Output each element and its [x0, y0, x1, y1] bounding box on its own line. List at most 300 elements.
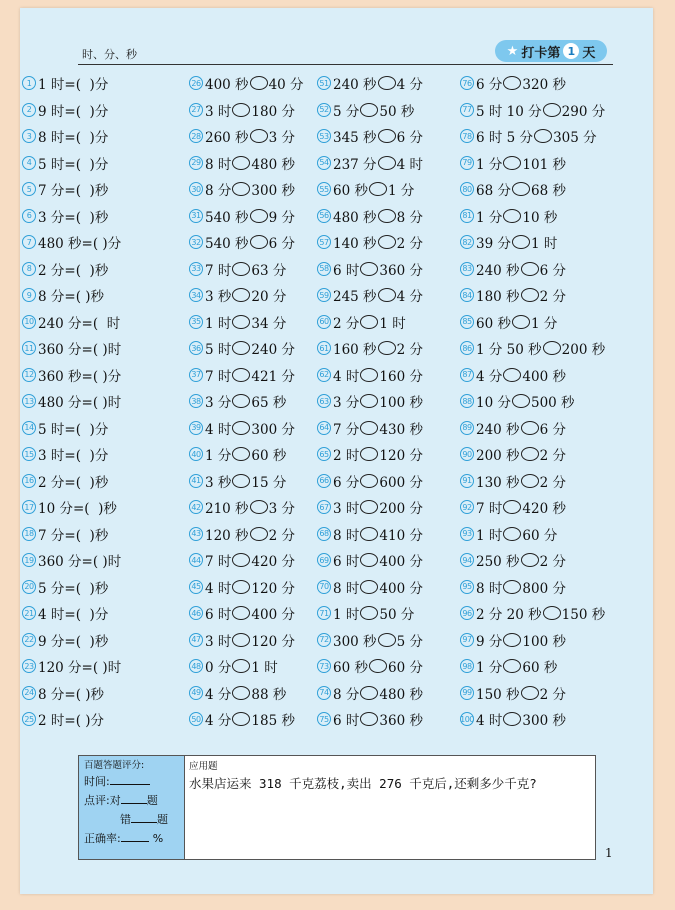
question-number-badge: 98	[460, 659, 474, 673]
question-number-badge: 63	[317, 394, 331, 408]
question-number-badge: 27	[189, 103, 203, 117]
expression-right: 6 分	[396, 130, 423, 147]
exercise-item	[460, 521, 605, 548]
expression-right: 410 分	[379, 527, 423, 544]
compare-answer-circle[interactable]	[360, 421, 378, 435]
expression-left: 7 时	[476, 501, 503, 518]
expression-left: 1 分	[476, 660, 503, 677]
time-blank[interactable]	[110, 772, 150, 785]
answer-blank-unit[interactable]: )秒	[80, 183, 109, 200]
question-number-badge: 70	[317, 580, 331, 594]
expression-left: 240 秒	[476, 262, 520, 279]
question-number-badge: 25	[22, 712, 36, 726]
expression-right: 4 分	[396, 77, 423, 94]
expression-left: 0 分	[205, 660, 232, 677]
compare-answer-circle[interactable]	[543, 103, 561, 117]
compare-answer-circle[interactable]	[360, 368, 378, 382]
compare-answer-circle[interactable]	[250, 209, 268, 223]
expression-left: 4 分	[205, 686, 232, 703]
expression-left: 480 秒=(	[38, 236, 99, 253]
expression-left: 4 时=(	[38, 607, 81, 624]
compare-answer-circle[interactable]	[232, 103, 250, 117]
compare-answer-circle[interactable]	[378, 341, 396, 355]
compare-answer-circle[interactable]	[360, 527, 378, 541]
compare-answer-circle[interactable]	[360, 553, 378, 567]
exercise-item	[317, 203, 423, 230]
expression-right: 6 分	[539, 262, 566, 279]
expression-left: 6 时	[205, 607, 232, 624]
question-number-badge: 83	[460, 262, 474, 276]
question-number-badge: 9	[22, 288, 36, 302]
application-panel	[189, 758, 589, 792]
question-number-badge: 59	[317, 288, 331, 302]
question-number-badge: 48	[189, 659, 203, 673]
compare-answer-circle[interactable]	[250, 500, 268, 514]
exercise-item	[317, 653, 423, 680]
compare-answer-circle[interactable]	[232, 421, 250, 435]
exercise-item	[189, 627, 304, 654]
expression-left: 2 时=(	[38, 713, 81, 730]
expression-left: 39 分	[476, 236, 511, 253]
correct-blank[interactable]	[121, 791, 147, 804]
expression-right: 2 分	[539, 289, 566, 306]
compare-answer-circle[interactable]	[232, 686, 250, 700]
answer-blank-unit[interactable]: )秒	[80, 527, 109, 544]
exercise-item	[22, 203, 121, 230]
question-number-badge: 85	[460, 315, 474, 329]
compare-answer-circle[interactable]	[503, 156, 521, 170]
question-number-badge: 14	[22, 421, 36, 435]
exercise-item	[460, 229, 605, 256]
question-number-badge: 21	[22, 606, 36, 620]
exercise-item	[460, 256, 605, 283]
expression-left: 5 分=(	[38, 580, 81, 597]
expression-left: 150 秒	[476, 686, 520, 703]
compare-answer-circle[interactable]	[521, 421, 539, 435]
question-number-badge: 97	[460, 633, 474, 647]
exercise-item	[189, 706, 304, 733]
expression-left: 4 分	[476, 368, 503, 385]
exercise-item	[189, 97, 304, 124]
expression-right: 300 秒	[251, 183, 295, 200]
question-number-badge: 4	[22, 156, 36, 170]
compare-answer-circle[interactable]	[503, 368, 521, 382]
compare-answer-circle[interactable]	[378, 76, 396, 90]
compare-answer-circle[interactable]	[378, 235, 396, 249]
question-number-badge: 71	[317, 606, 331, 620]
answer-blank-unit[interactable]: )分	[80, 421, 109, 438]
question-number-badge: 34	[189, 288, 203, 302]
exercise-item	[22, 362, 121, 389]
expression-left: 1 分 50 秒	[476, 342, 542, 359]
compare-answer-circle[interactable]	[360, 500, 378, 514]
question-number-badge: 88	[460, 394, 474, 408]
exercise-item	[317, 150, 423, 177]
question-number-badge: 7	[22, 235, 36, 249]
question-number-badge: 78	[460, 129, 474, 143]
time-label: 时间:	[84, 775, 110, 788]
accuracy-label: 正确率:	[84, 832, 121, 845]
badge-suffix: 天	[582, 45, 596, 61]
expression-right: 421 分	[251, 368, 295, 385]
expression-right: 300 分	[251, 421, 295, 438]
answer-blank-unit[interactable]: )分	[80, 713, 105, 730]
compare-answer-circle[interactable]	[360, 394, 378, 408]
compare-answer-circle[interactable]	[232, 580, 250, 594]
question-number-badge: 87	[460, 368, 474, 382]
exercise-item	[22, 600, 121, 627]
compare-answer-circle[interactable]	[360, 315, 378, 329]
compare-answer-circle[interactable]	[369, 659, 387, 673]
compare-answer-circle[interactable]	[360, 712, 378, 726]
compare-answer-circle[interactable]	[378, 633, 396, 647]
answer-blank-unit[interactable]: )秒	[80, 686, 105, 703]
compare-answer-circle[interactable]	[503, 500, 521, 514]
exercise-item	[460, 627, 605, 654]
expression-right: 420 分	[251, 554, 295, 571]
exercise-item	[317, 415, 423, 442]
expression-right: 6 分	[539, 421, 566, 438]
compare-answer-circle[interactable]	[503, 633, 521, 647]
expression-right: 120 分	[379, 448, 423, 465]
exercise-item	[460, 574, 605, 601]
compare-answer-circle[interactable]	[503, 580, 521, 594]
expression-left: 7 时	[205, 554, 232, 571]
section-title: 时、分、秒	[82, 48, 137, 61]
question-number-badge: 68	[317, 527, 331, 541]
compare-answer-circle[interactable]	[250, 129, 268, 143]
expression-left: 1 时	[476, 527, 503, 544]
question-number-badge: 57	[317, 235, 331, 249]
question-number-badge: 44	[189, 553, 203, 567]
answer-blank-unit[interactable]: )时	[98, 660, 122, 677]
compare-answer-circle[interactable]	[232, 712, 250, 726]
expression-left: 345 秒	[333, 130, 377, 147]
exercise-item	[189, 362, 304, 389]
compare-answer-circle[interactable]	[360, 103, 378, 117]
compare-answer-circle[interactable]	[503, 527, 521, 541]
answer-blank-unit[interactable]: )秒	[80, 209, 109, 226]
compare-answer-circle[interactable]	[232, 156, 250, 170]
answer-blank-unit[interactable]: )时	[98, 395, 122, 412]
expression-left: 9 分=(	[38, 633, 81, 650]
question-number-badge: 12	[22, 368, 36, 382]
expression-right: 1 时	[251, 660, 278, 677]
expression-right: 400 秒	[522, 368, 566, 385]
page-number: 1	[605, 846, 613, 860]
expression-right: 2 分	[396, 342, 423, 359]
expression-left: 130 秒	[476, 474, 520, 491]
question-number-badge: 50	[189, 712, 203, 726]
question-number-badge: 16	[22, 474, 36, 488]
correct-row	[84, 791, 179, 810]
accuracy-row	[84, 829, 179, 848]
expression-right: 40 分	[268, 77, 304, 94]
exercise-item	[189, 176, 304, 203]
expression-right: 360 分	[379, 262, 423, 279]
exercise-item	[317, 70, 423, 97]
question-number-badge: 18	[22, 527, 36, 541]
question-number-badge: 47	[189, 633, 203, 647]
exercise-item	[460, 468, 605, 495]
question-number-badge: 20	[22, 580, 36, 594]
question-number-badge: 5	[22, 182, 36, 196]
exercise-item	[189, 309, 304, 336]
question-number-badge: 73	[317, 659, 331, 673]
expression-right: 8 分	[396, 209, 423, 226]
compare-answer-circle[interactable]	[232, 553, 250, 567]
wrong-blank[interactable]	[131, 810, 157, 823]
expression-right: 63 分	[251, 262, 287, 279]
exercise-item	[460, 706, 605, 733]
compare-answer-circle[interactable]	[378, 129, 396, 143]
question-number-badge: 90	[460, 447, 474, 461]
exercise-item	[22, 282, 121, 309]
compare-answer-circle[interactable]	[503, 209, 521, 223]
expression-right: 65 秒	[251, 395, 287, 412]
compare-answer-circle[interactable]	[503, 76, 521, 90]
question-number-badge: 67	[317, 500, 331, 514]
compare-answer-circle[interactable]	[232, 606, 250, 620]
compare-answer-circle[interactable]	[232, 288, 250, 302]
compare-answer-circle[interactable]	[360, 686, 378, 700]
compare-answer-circle[interactable]	[360, 474, 378, 488]
expression-left: 7 分=(	[38, 527, 81, 544]
expression-left: 2 分=(	[38, 474, 81, 491]
wrong-unit: 题	[157, 813, 168, 826]
exercise-item	[317, 521, 423, 548]
compare-answer-circle[interactable]	[512, 235, 530, 249]
question-number-badge: 93	[460, 527, 474, 541]
question-number-badge: 28	[189, 129, 203, 143]
score-title: 百题答题评分:	[84, 760, 145, 771]
question-number-badge: 86	[460, 341, 474, 355]
compare-answer-circle[interactable]	[232, 315, 250, 329]
exercise-item	[460, 494, 605, 521]
exercise-item	[22, 680, 121, 707]
question-number-badge: 100	[460, 712, 474, 726]
compare-answer-circle[interactable]	[521, 447, 539, 461]
answer-blank-unit[interactable]: )分	[80, 77, 109, 94]
answer-blank-unit[interactable]: )秒	[80, 474, 109, 491]
header-divider	[78, 64, 613, 65]
compare-answer-circle[interactable]	[360, 606, 378, 620]
expression-right: 2 分	[539, 474, 566, 491]
compare-answer-circle[interactable]	[521, 288, 539, 302]
expression-right: 60 分	[522, 527, 558, 544]
expression-left: 2 分 20 秒	[476, 607, 542, 624]
answer-blank-unit[interactable]: )分	[80, 448, 109, 465]
expression-left: 240 秒	[333, 77, 377, 94]
compare-answer-circle[interactable]	[543, 606, 561, 620]
exercise-item	[460, 70, 605, 97]
compare-answer-circle[interactable]	[378, 288, 396, 302]
expression-right: 34 分	[251, 315, 287, 332]
exercise-item	[317, 680, 423, 707]
compare-answer-circle[interactable]	[232, 659, 250, 673]
answer-blank-unit[interactable]: )分	[80, 130, 109, 147]
expression-left: 2 分	[333, 315, 360, 332]
exercise-item	[460, 335, 605, 362]
expression-left: 9 分	[476, 633, 503, 650]
compare-answer-circle[interactable]	[232, 447, 250, 461]
expression-right: 150 秒	[561, 607, 606, 624]
question-number-badge: 76	[460, 76, 474, 90]
compare-answer-circle[interactable]	[360, 262, 378, 276]
compare-answer-circle[interactable]	[512, 182, 530, 196]
exercise-item	[22, 521, 121, 548]
answer-blank-unit[interactable]: )秒	[80, 262, 109, 279]
question-number-badge: 22	[22, 633, 36, 647]
compare-answer-circle[interactable]	[503, 712, 521, 726]
compare-answer-circle[interactable]	[232, 394, 250, 408]
question-number-badge: 32	[189, 235, 203, 249]
compare-answer-circle[interactable]	[232, 182, 250, 196]
expression-right: 120 分	[251, 633, 295, 650]
answer-blank-unit[interactable]: )分	[98, 368, 122, 385]
exercise-item	[460, 309, 605, 336]
expression-left: 120 分=(	[38, 660, 99, 677]
question-number-badge: 61	[317, 341, 331, 355]
expression-left: 4 分	[205, 713, 232, 730]
exercise-item	[189, 70, 304, 97]
expression-right: 4 时	[396, 156, 423, 173]
expression-right: 185 秒	[251, 713, 295, 730]
question-number-badge: 42	[189, 500, 203, 514]
exercise-item	[460, 441, 605, 468]
expression-right: 480 秒	[379, 686, 423, 703]
expression-left: 6 时	[333, 554, 360, 571]
answer-blank-unit[interactable]: )时	[98, 342, 122, 359]
compare-answer-circle[interactable]	[250, 76, 268, 90]
exercise-item	[317, 362, 423, 389]
compare-answer-circle[interactable]	[534, 129, 552, 143]
answer-blank-unit[interactable]: )分	[80, 156, 109, 173]
compare-answer-circle[interactable]	[521, 686, 539, 700]
expression-left: 1 时=(	[38, 77, 81, 94]
compare-answer-circle[interactable]	[503, 659, 521, 673]
accuracy-blank[interactable]	[121, 829, 149, 842]
expression-left: 180 秒	[476, 289, 520, 306]
expression-left: 2 分=(	[38, 262, 81, 279]
expression-right: 10 秒	[522, 209, 558, 226]
expression-right: 6 分	[268, 236, 295, 253]
question-number-badge: 43	[189, 527, 203, 541]
expression-right: 100 秒	[522, 633, 566, 650]
expression-left: 3 时	[205, 633, 232, 650]
compare-answer-circle[interactable]	[369, 182, 387, 196]
expression-right: 1 时	[379, 315, 406, 332]
compare-answer-circle[interactable]	[232, 341, 250, 355]
compare-answer-circle[interactable]	[232, 633, 250, 647]
expression-right: 400 分	[379, 554, 423, 571]
expression-left: 1 时	[333, 607, 360, 624]
expression-right: 1 时	[530, 236, 558, 253]
expression-right: 2 分	[539, 448, 566, 465]
exercise-item	[189, 680, 304, 707]
expression-left: 3 分	[205, 395, 232, 412]
question-number-badge: 58	[317, 262, 331, 276]
compare-answer-circle[interactable]	[250, 527, 268, 541]
exercise-item	[189, 468, 304, 495]
compare-answer-circle[interactable]	[521, 474, 539, 488]
exercise-item	[317, 309, 423, 336]
answer-blank-unit[interactable]: )秒	[80, 289, 105, 306]
expression-right: 1 分	[530, 315, 558, 332]
compare-answer-circle[interactable]	[378, 156, 396, 170]
expression-right: 200 分	[379, 501, 423, 518]
compare-answer-circle[interactable]	[521, 553, 539, 567]
question-number-badge: 46	[189, 606, 203, 620]
compare-answer-circle[interactable]	[512, 394, 530, 408]
percent-sign: %	[152, 832, 164, 845]
compare-answer-circle[interactable]	[521, 262, 539, 276]
question-number-badge: 60	[317, 315, 331, 329]
question-number-badge: 99	[460, 686, 474, 700]
exercise-item	[317, 574, 423, 601]
question-number-badge: 33	[189, 262, 203, 276]
exercise-item	[22, 494, 121, 521]
exercise-item	[22, 574, 121, 601]
compare-answer-circle[interactable]	[360, 580, 378, 594]
question-number-badge: 72	[317, 633, 331, 647]
compare-answer-circle[interactable]	[543, 341, 561, 355]
expression-left: 9 时=(	[38, 103, 81, 120]
answer-blank-unit[interactable]: )秒	[89, 501, 117, 518]
compare-answer-circle[interactable]	[360, 447, 378, 461]
compare-answer-circle[interactable]	[232, 368, 250, 382]
compare-answer-circle[interactable]	[232, 474, 250, 488]
exercise-item	[22, 309, 121, 336]
expression-right: 50 分	[379, 607, 415, 624]
expression-right: 800 分	[522, 580, 566, 597]
compare-answer-circle[interactable]	[250, 235, 268, 249]
answer-blank-unit[interactable]: )分	[98, 236, 122, 253]
compare-answer-circle[interactable]	[512, 315, 530, 329]
answer-blank-unit[interactable]: 时	[98, 315, 121, 332]
question-number-badge: 41	[189, 474, 203, 488]
expression-right: 200 秒	[561, 342, 606, 359]
application-label: 应用题	[189, 761, 218, 772]
expression-right: 305 分	[553, 130, 597, 147]
expression-left: 480 秒	[333, 209, 377, 226]
expression-right: 480 秒	[251, 156, 295, 173]
expression-left: 7 分=(	[38, 183, 81, 200]
expression-left: 400 秒	[205, 77, 249, 94]
exercise-column-3	[317, 70, 423, 733]
time-row	[84, 772, 179, 791]
exercise-item	[460, 150, 605, 177]
expression-left: 480 分=(	[38, 395, 99, 412]
wrong-row	[84, 810, 179, 829]
answer-blank-unit[interactable]: )分	[80, 607, 109, 624]
answer-blank-unit[interactable]: )分	[80, 103, 109, 120]
exercise-item	[317, 388, 423, 415]
exercise-item	[22, 256, 121, 283]
question-number-badge: 81	[460, 209, 474, 223]
answer-blank-unit[interactable]: )秒	[80, 580, 109, 597]
expression-left: 68 分	[476, 183, 511, 200]
expression-left: 2 时	[333, 448, 360, 465]
correct-unit: 题	[146, 794, 158, 807]
compare-answer-circle[interactable]	[378, 209, 396, 223]
question-number-badge: 96	[460, 606, 474, 620]
answer-blank-unit[interactable]: )秒	[80, 633, 109, 650]
expression-left: 245 秒	[333, 289, 377, 306]
compare-answer-circle[interactable]	[232, 262, 250, 276]
answer-blank-unit[interactable]: )时	[98, 554, 122, 571]
expression-left: 3 时=(	[38, 448, 81, 465]
